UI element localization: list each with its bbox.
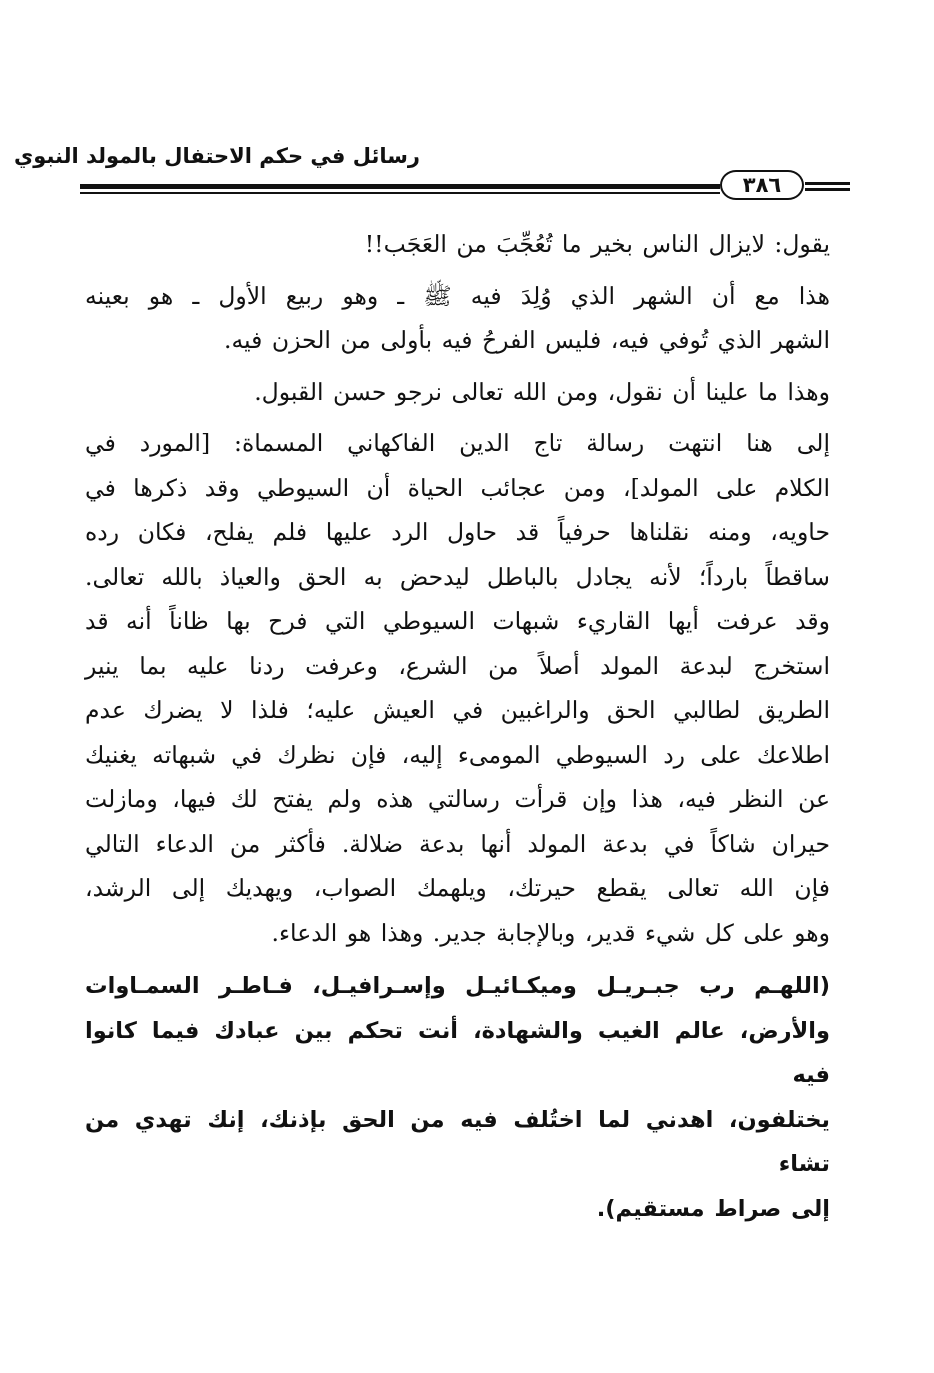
paragraph-main (85, 421, 830, 955)
page-header (14, 138, 850, 208)
text-line: عن النظر فيه، هذا وإن قرأت رسالتي هذه ولم يفتح لك فيها، ومازلت (85, 785, 830, 813)
text-line: إلى صراط مستقيم). (596, 1195, 830, 1222)
text-line: والأرض، عالم الغيب والشهادة، أنت تحكم بين عبادك فيما كانوا فيه (85, 1017, 830, 1088)
text-line: الكلام على المولد]، ومن عجائب الحياة أن السيوطي وقد ذكرها في (85, 473, 830, 502)
page-number: ٣٨٦ (720, 170, 804, 200)
text-line: يختلفون، اهدني لما اختُلف فيه من الحق بإذنك، إنك تهدي من تشاء (85, 1106, 830, 1177)
text-line: وهذا ما علينا أن نقول، ومن الله تعالى نرجو حسن القبول. (254, 377, 830, 406)
running-title: رسائل في حكم الاحتفال بالمولد النبوي (14, 144, 420, 168)
text-line: استخرج لبدعة المولد أصلاً من الشرع، وعرفت ردنا عليه بما ينير (85, 651, 830, 680)
text-line: حيران شاكاً في بدعة المولد أنها بدعة ضلالة. فأكثر من الدعاء التالي (85, 829, 830, 858)
text-line: الطريق لطالبي الحق والراغبين في العيش عليه؛ فلذا لا يضرك عدم (85, 696, 830, 724)
text-line: وهو على كل شيء قدير، وبالإجابة جدير. وهذا هو الدعاء. (271, 918, 830, 947)
paragraph-prayer (85, 964, 830, 1231)
header-rule-right-upper (805, 182, 850, 185)
text-line: هذا مع أن الشهر الذي وُلِدَ فيه ﷺ ـ وهو ربيع الأول ـ هو بعينه (85, 281, 830, 310)
text-line: إلى هنا انتهت رسالة تاج الدين الفاكهاني المسماة: [المورد في (85, 429, 830, 457)
header-rule-right-lower (805, 188, 850, 191)
text-line: ساقطاً بارداً؛ لأنه يجادل بالباطل ليدحض به الحق والعياذ بالله تعالى. (85, 562, 830, 591)
paragraph-quote (85, 222, 830, 267)
paragraph-birth-month (85, 274, 830, 363)
text-line: اطلاعك على رد السيوطي المومىء إليه، فإن نظرك في شبهاته يغنيك (85, 740, 830, 769)
paragraph-closing (85, 370, 830, 415)
header-rule-thin (80, 192, 720, 194)
text-line: حاويه، ومنه نقلناها حرفياً قد حاول الرد عليها فلم يفلح، فكان رده (85, 518, 830, 546)
text-line: وقد عرفت أيها القاريء شبهات السيوطي التي فرح بها ظاناً أنه قد (85, 607, 830, 635)
text-line: (اللهـم رب جبـريـل وميكـائيـل وإسـرافيـل، فـاطـر السمـاوات (85, 973, 830, 999)
body-text (85, 222, 830, 1231)
text-line: فإن الله تعالى يقطع حيرتك، ويلهمك الصواب، ويهديك إلى الرشد، (85, 874, 830, 902)
text-line: الشهر الذي تُوفي فيه، فليس الفرحُ فيه بأولى من الحزن فيه. (223, 326, 830, 354)
header-rule-thick (80, 184, 720, 189)
text-line: يقول: لايزال الناس بخير ما تُعُجِّبَ من العَجَب!! (364, 230, 830, 258)
